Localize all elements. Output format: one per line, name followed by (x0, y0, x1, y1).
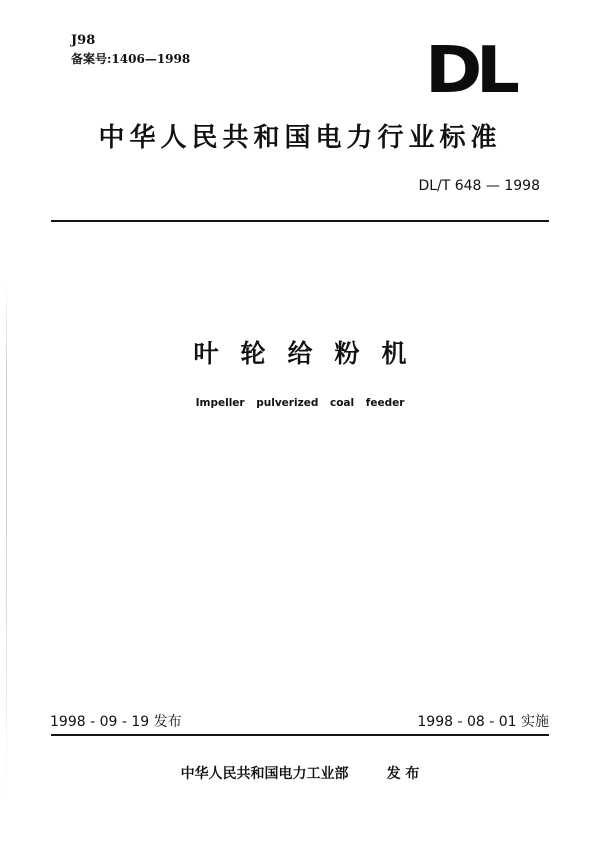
record-number: 备案号:1406—1998 (71, 52, 191, 66)
dl-logo: DL (425, 34, 514, 108)
classification-code: J98 (71, 33, 96, 48)
implementation-date: 1998 - 08 - 01 实施 (417, 714, 549, 730)
footer-divider (51, 734, 549, 736)
issuer-line (0, 765, 600, 783)
document-title-chinese: 叶轮给粉机 (193, 339, 429, 368)
issuer-name: 中华人民共和国电力工业部 (180, 766, 349, 782)
issue-date: 1998 - 09 - 19 发布 (50, 714, 182, 730)
header-divider (51, 220, 549, 222)
standard-code: DL/T 648 — 1998 (418, 178, 540, 194)
document-title-english: Impeller pulverized coal feeder (195, 397, 405, 409)
authority-title: 中华人民共和国电力行业标准 (98, 123, 502, 153)
issuer-action: 发 布 (386, 766, 420, 782)
